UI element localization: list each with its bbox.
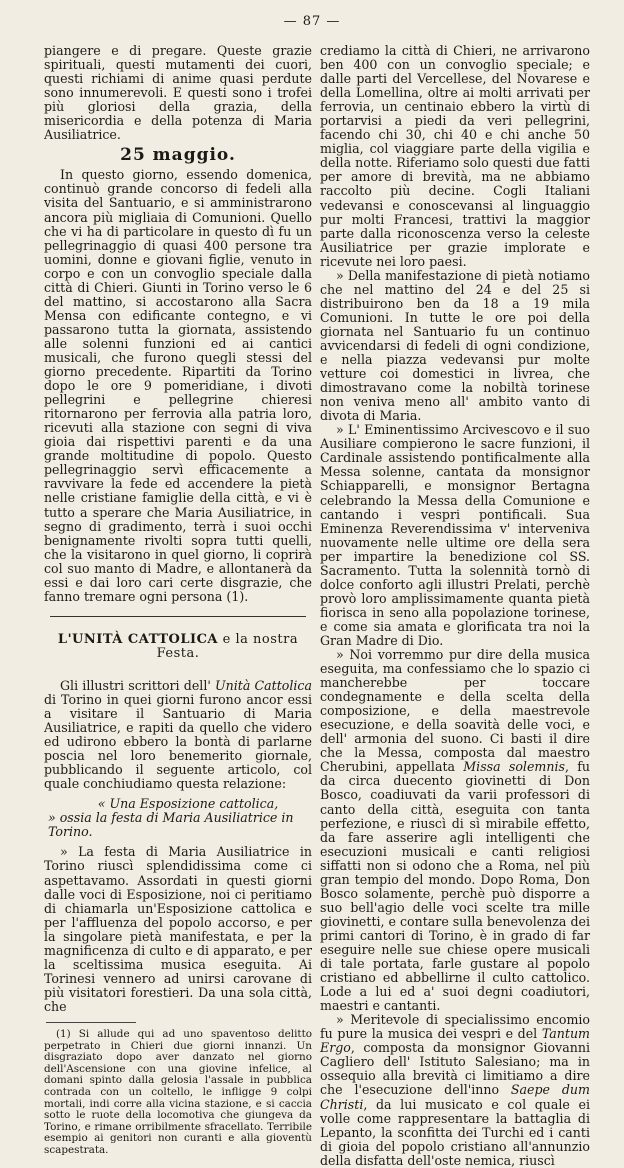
footnote-text: (1) Si allude qui ad uno spaventoso delitto perpetrato in Chieri due giorni innanzi. Un disgraziato dopo aver danzato nel giorno dell'Ascensione con una giovine infelice, al domani spinto dalla gelosia l'assale in pubblica contrada con un coltello, le infligge 9 colpi mortali, indi corre alla vicina stazione, e si caccia sotto le ruote della locomotiva che giungeva da Torino, e rimane orribilmente sfracellato. Terribile esempio ai genitori non curanti e alla gioventù scapestrata.: [44, 1028, 312, 1156]
paragraph-arcivescovo: » L' Eminentissimo Arcivescovo e il suo Ausiliare compierono le sacre funzioni, il Cardinale assistendo pontificalmente alla Messa solenne, cantata da monsignor Schiapparelli, e monsignor Bertagna celebrando la Messa della Comunione e cantando i vespri pontificali. Sua Eminenza Reverendissima v' interveniva nuovamente nelle ultime ore della sera per impartire la benedizione col SS. Sacramento. Tutta la solennità tornò di dolce conforto agli illustri Prelati, perchè provò loro amplissimamente quanta pietà fiorisca in seno alla popolazione torinese, e come sia amata e glorificata tra noi la Gran Madre di Dio.: [320, 422, 590, 648]
date-heading: 25 maggio.: [120, 145, 236, 166]
paragraph-vespri-a: » Meritevole di specialissimo encomio fu pure la musica dei vespri e del: [320, 1012, 590, 1042]
epigraph-line-2: » ossia la festa di Maria Ausiliatrice in Torino.: [48, 810, 294, 840]
article-epigraph: [44, 797, 312, 839]
footnote: [44, 1029, 312, 1157]
paragraph-pieta: » Della manifestazione di pietà notiamo che nel mattino del 24 e del 25 si distribuirono ben da 18 a 19 mila Comunioni. In tutte le ore poi della giornata nel Santuario fu un continuo avvicendarsi di fedeli di ogni condizione, e nella piazza vedevansi pur molte vetture coi domestici in livrea, che dimostravano come la nobiltà torinese non veniva meno all' ambito vanto di divota di Maria.: [320, 267, 590, 424]
paragraph-musica-b: , fu da circa duecento giovinetti di Don Bosco, coadiuvati da varii professori di canto della città, eseguita con tanta perfezione, e riuscì di sì mirabile effetto, da fare asserire agli intelligenti che esecuzioni musicali e canti religiosi siffatti non si odono che a Roma, nel più gran tempio del mondo. Dopo Roma, Don Bosco solamente, perchè può disporre a suo bell'agio delle voci scelte tra mille giovinetti, e contare sulla benevolenza dei primi cantori di Torino, è in grado di far eseguire nelle sue chiese opere musicali di tale portata, farle gustare al popolo cristiano ed abbellirne il culto cattolico. Lode a lui ed a' suoi degni coadiutori, maestri e cantanti.: [320, 759, 590, 1014]
missa-title: Missa solemnis: [463, 759, 565, 775]
section-divider: [50, 616, 306, 617]
tantum-ergo-title: Tantum Ergo: [320, 1026, 590, 1056]
paragraph-musica-a: » Noi vorremmo pur dire della musica eseguita, ma confessiamo che lo spazio ci mancherebbe per toccare condegnamente e della scelta della composizione, e della maestrevole esecuzione, e della soavità delle voci, e dell' armonia del suono. Ci basti il dire che la Messa, composta dal maestro Cherubini, appellata: [320, 647, 590, 775]
paragraph-25-maggio: In questo giorno, essendo domenica, continuò grande concorso di fedeli alla visita del Santuario, e si amministrarono ancora più migliaia di Comunioni. Quello che vi ha di particolare in questo dì fu un pellegrinaggio di quasi 400 persone tra uomini, donne e giovani figlie, venuto in corpo e con un convoglio speciale dalla città di Chieri. Giunti in Torino verso le 6 del mattino, si accostarono alla Sacra Mensa con edificante contegno, e vi passarono tutta la giornata, assistendo alle solenni funzioni ed ai cantici musicali, che furono quegli stessi del giorno precedente. Ripartiti da Torino dopo le ore 9 pomeridiane, i divoti pellegrini e pellegrine chieresi ritornarono per ferrovia alla patria loro, ricevuti alla stazione con segni di viva gioia dai rispettivi parenti e da una grande moltitudine di popolo. Questo pellegrinaggio servì efficacemente a ravvivare la fede ed accendere la pietà nelle cristiane famiglie della città, e vi è tutto a sperare che Maria Ausiliatrice, in segno di gradimento, terrà i suoi occhi benignamente rivolti sopra tutti quelli, che la visitarono in quel giorno, li coprirà col suo manto di Madre, e allontanerà da essi e dai loro cari certe disgrazie, che fanno tremare ogni persona (1).: [44, 167, 312, 604]
paragraph-unita: [44, 679, 312, 791]
newspaper-title: Unità Cattolica: [215, 677, 312, 693]
hymn-title: Saepe dum Christi: [320, 1082, 590, 1112]
paragraph-unita-rest: di Torino in quei giorni furono ancor essi a visitare il Santuario di Maria Ausiliatrice, e rapiti da quello che videro ed udirono ebbero la bontà di parlarne poscia nel loro benemerito giornale, pubblicando il seguente articolo, col quale conchiudiamo questa relazione:: [44, 691, 312, 792]
epigraph-line-1: « Una Esposizione cattolica,: [97, 796, 279, 812]
section-heading-rest: e la nostra Festa.: [156, 631, 299, 661]
right-column: [320, 44, 590, 1168]
paragraph-festa: » La festa di Maria Ausiliatrice in Torino riuscì splendidissima come ci aspettavamo. Assordati in questi giorni dalle voci di Esposizione, noi ci peritiamo di chiamarla un'Esposizione cattolica e per l'affluenza del popolo accorso, e per la singolare pietà manifestata, e per la magnificenza di culto e di apparato, e per la sceltissima musica eseguita. Ai Torinesi vennero ad unirsi carovane di più visitatori forestieri. Da una sola città, che: [44, 844, 312, 1014]
paragraph-musica: [320, 648, 590, 1013]
paragraph-vespri-c: , da lui musicato e col quale ei volle come rappresentare la battaglia di Lepanto, la sconfitta dei Turchi ed i canti di gioia del popolo cristiano all'annunzio della disfatta dell'oste nemica, riuscì: [320, 1096, 590, 1168]
footnote-rule: [46, 1022, 136, 1023]
paragraph-chieri: crediamo la città di Chieri, ne arrivarono ben 400 con un convoglio speciale; e dalle parti del Vercellese, del Novarese e della Lomellina, oltre ai molti arrivati per ferrovia, un centinaio ebbero la virtù di portarvisi a piedi da veri pellegrini, facendo chi 30, chi 40 e chi anche 50 miglia, col viaggiare parte della vigilia e della notte. Riferiamo solo questi due fatti per amore di brevità, ma ne abbiamo raccolto più decine. Cogli Italiani vedevansi e conoscevansi al linguaggio pur molti Francesi, trattivi la maggior parte dalla riconoscenza verso la celeste Ausiliatrice per grazie implorate e ricevute nei loro paesi.: [320, 43, 590, 269]
paragraph-vespri: [320, 1013, 590, 1168]
section-heading: [44, 633, 312, 661]
paragraph-vespri-b: , composta da monsignor Giovanni Cagliero dell' Istituto Salesiano; ma in ossequio alla brevità ci limitiamo a dire che l'esecuzione dell'inno: [320, 1040, 590, 1098]
paragraph-opening: piangere e di pregare. Queste grazie spirituali, questi mutamenti dei cuori, questi richiami di anime quasi perdute sono innumerevoli. E questi sono i trofei più gloriosi della grazia, della misericordia e della potenza di Maria Ausiliatrice.: [44, 43, 312, 143]
page-number: — 87 —: [283, 14, 341, 29]
left-column: [44, 44, 312, 1157]
section-heading-caps: L'UNITÀ CATTOLICA: [57, 631, 219, 647]
paragraph-unita-prefix: Gli illustri scrittori dell': [60, 677, 216, 693]
